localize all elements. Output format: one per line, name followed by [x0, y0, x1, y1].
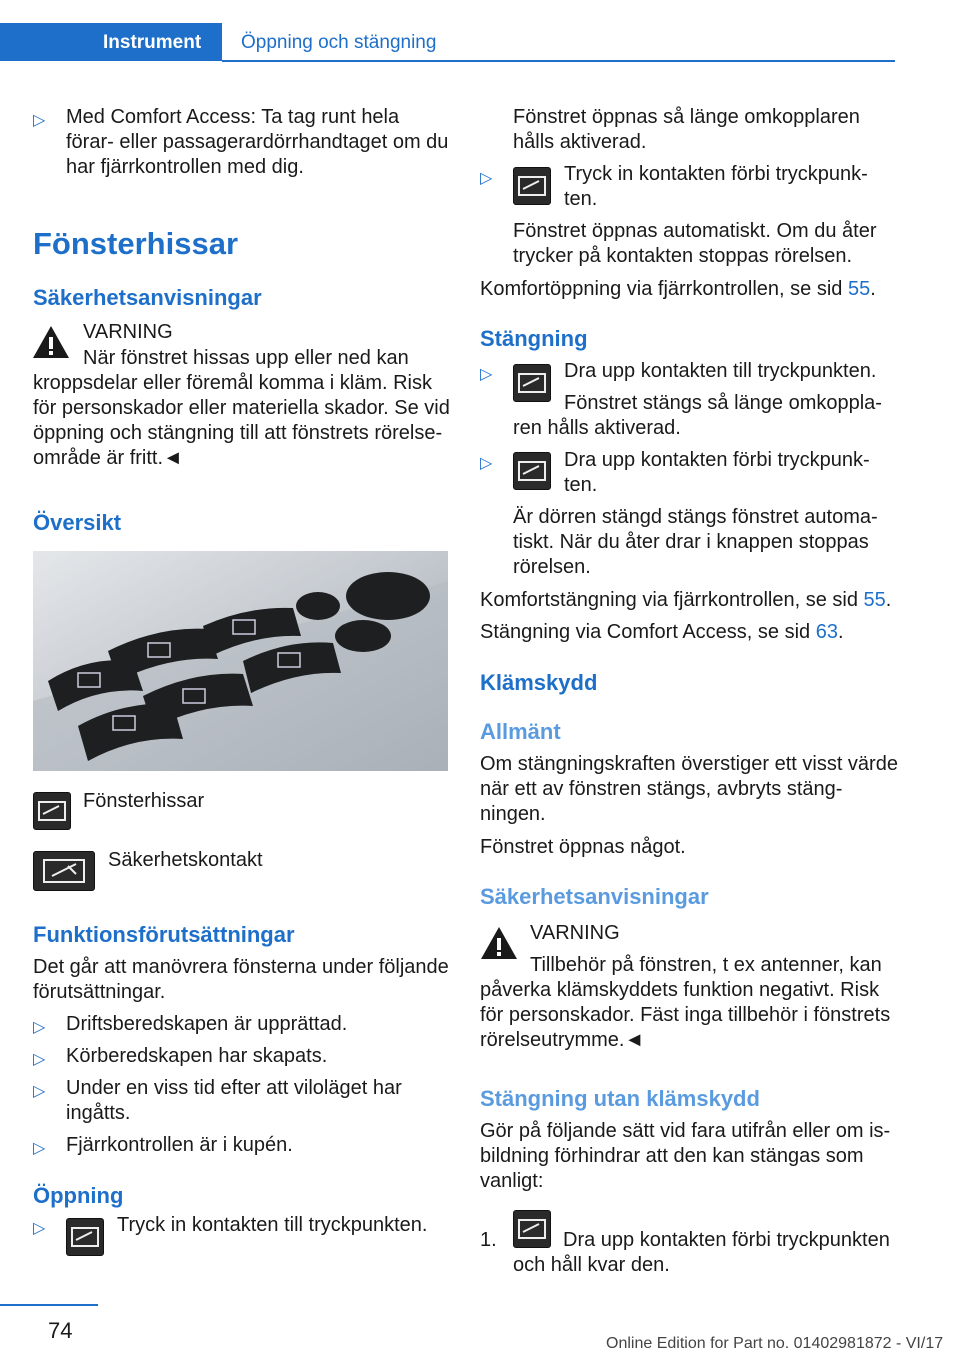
warning-text-2: Tillbehör på fönstren, t ex antenner, kan påverka klämskyddets funktion negativt. Risk för personskador. Fäst inga tillbehör i fönstrets rörelseutrymme.◄	[480, 954, 891, 1051]
comfort-close-ref: Komfortstängning via fjärrkontrollen, se sid 55.	[480, 589, 892, 611]
open-step-2-result: Fönstret öppnas automatiskt. Om du åter trycker på kontakten stoppas rörelsen.	[513, 220, 877, 267]
bullet-icon: ▷	[33, 112, 46, 129]
safety-switch-icon	[33, 851, 95, 891]
heading-sakerhetsanvisningar-2: Säkerhetsanvisningar	[480, 884, 709, 909]
window-switch-icon	[33, 792, 71, 830]
allmant-text: Om stängningskraften överstiger ett visst värde när ett av fönstren stängs, avbryts stängningen.	[480, 753, 898, 825]
heading-klamskydd: Klämskydd	[480, 670, 598, 695]
comfort-access-close-ref: Stängning via Comfort Access, se sid 63.	[480, 621, 844, 643]
step-number: 1.	[480, 1229, 497, 1251]
condition-item: Under en viss tid efter att viloläget har ingåtts.	[66, 1077, 402, 1124]
window-switch-photo	[33, 551, 448, 771]
open-step-2: Tryck in kontakten förbi tryckpunkten.	[564, 163, 868, 210]
allmant-text-2: Fönstret öppnas något.	[480, 836, 686, 858]
heading-fonsterhissar: Fönsterhissar	[33, 226, 239, 261]
bullet-icon: ▷	[33, 1220, 46, 1237]
heading-funktionsforutsattningar: Funktionsförutsättningar	[33, 922, 295, 947]
warning-title-2: VARNING	[530, 922, 620, 944]
bullet-icon: ▷	[480, 170, 493, 187]
warning-title: VARNING	[83, 321, 173, 343]
window-switch-icon	[66, 1218, 104, 1256]
page-link[interactable]: 63	[815, 621, 838, 643]
footer-rule	[0, 1304, 98, 1306]
close-step-1: Dra upp kontakten till tryckpunkten.	[564, 360, 877, 382]
comfort-access-bullet: Med Comfort Access: Ta tag runt hela förar- eller passagerardörrhandtaget om du har fjärrkontrollen med dig.	[66, 106, 449, 178]
open-step-1-result: Fönstret öppnas så länge omkopplaren hålls aktiverad.	[513, 106, 860, 153]
close-step-2-result: Är dörren stängd stängs fönstret automatiskt. När du åter drar i knappen stoppas rörelsen.	[513, 506, 878, 578]
bullet-icon: ▷	[33, 1140, 46, 1157]
heading-allmant: Allmänt	[480, 719, 561, 744]
close-step-2: Dra upp kontakten förbi tryckpunkten.	[564, 449, 870, 496]
bullet-icon: ▷	[33, 1019, 46, 1036]
step-text: Dra upp kontakten förbi tryckpunkten och håll kvar den.	[513, 1229, 890, 1276]
legend-fonsterhissar: Fönsterhissar	[83, 790, 205, 812]
utan-text: Gör på följande sätt vid fara utifrån eller om isbildning förhindrar att den kan stängas som vanligt:	[480, 1120, 891, 1192]
bullet-icon: ▷	[33, 1083, 46, 1100]
page-link[interactable]: 55	[863, 589, 886, 611]
heading-oversikt: Översikt	[33, 510, 122, 535]
condition-item: Fjärrkontrollen är i kupén.	[66, 1134, 293, 1156]
legend-sakerhetskontakt: Säkerhetskontakt	[108, 849, 263, 871]
heading-sakerhetsanvisningar: Säkerhetsanvisningar	[33, 285, 262, 310]
heading-stangning-utan-klamskydd: Stängning utan klämskydd	[480, 1086, 760, 1111]
page-header	[0, 23, 895, 63]
warning-text: När fönstret hissas upp eller ned kan kroppsdelar eller föremål komma i kläm. Risk för personskador eller materiella skador. Se vid öppning och stängning till att fönstrets rörelseområde är fritt.◄	[33, 347, 450, 469]
condition-item: Driftsberedskapen är upprättad.	[66, 1013, 348, 1035]
chapter-tab[interactable]: Instrument	[0, 23, 222, 61]
header-rule	[222, 60, 895, 62]
heading-stangning: Stängning	[480, 326, 588, 351]
condition-item: Körberedskapen har skapats.	[66, 1045, 328, 1067]
comfort-open-ref: Komfortöppning via fjärrkontrollen, se sid 55.	[480, 278, 876, 300]
window-switch-icon	[513, 167, 551, 205]
funktion-intro: Det går att manövrera fönsterna under följande förutsättningar.	[33, 956, 449, 1003]
window-switch-icon	[513, 452, 551, 490]
section-tab[interactable]: Öppning och stängning	[241, 31, 437, 53]
page-link[interactable]: 55	[847, 278, 871, 300]
bullet-icon: ▷	[480, 455, 493, 472]
page-number: 74	[48, 1318, 73, 1343]
close-step-1-result: Fönstret stängs så länge omkopplaren hålls aktiverad.	[513, 392, 882, 439]
heading-oppning: Öppning	[33, 1183, 124, 1208]
open-step-1: Tryck in kontakten till tryckpunkten.	[117, 1214, 428, 1236]
edition-text: Online Edition for Part no. 01402981872 - VI/17	[606, 1335, 944, 1352]
bullet-icon: ▷	[33, 1051, 46, 1068]
bullet-icon: ▷	[480, 366, 493, 383]
